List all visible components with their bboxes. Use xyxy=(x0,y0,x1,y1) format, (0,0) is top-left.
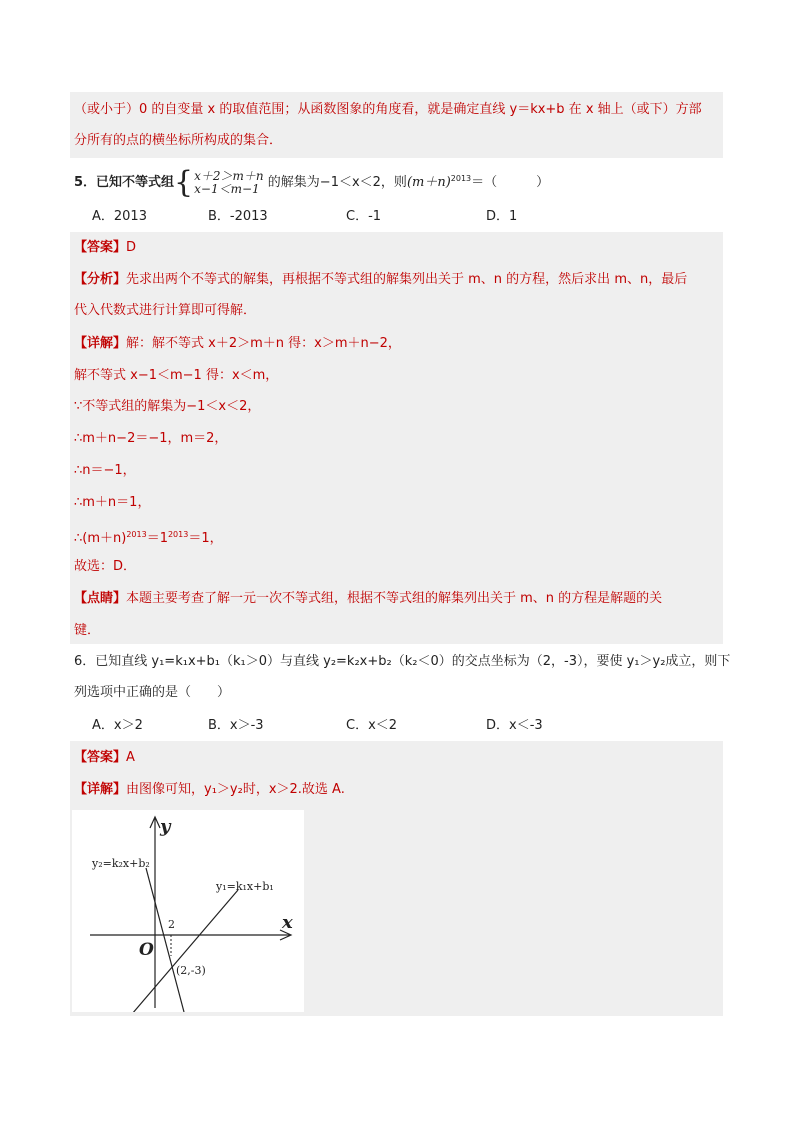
q5-detail-text-1: 解：解不等式 x＋2＞m＋n 得：x＞m＋n−2， xyxy=(126,336,401,351)
q6-graph xyxy=(72,810,304,1012)
q5-detail-7c: ＝1， xyxy=(188,531,223,546)
q5-answer-value: D xyxy=(126,240,137,255)
q5-comment-1 xyxy=(74,589,662,609)
q5-detail-6: ∴m＋n＝1， xyxy=(74,495,151,510)
q5-comment-tag: 【点睛】 xyxy=(74,591,127,606)
q6-stem-2: 列选项中正确的是（ ） xyxy=(74,685,231,700)
origin-label: O xyxy=(139,940,154,960)
line-y1-label: y₁=k₁x+b₁ xyxy=(216,880,274,893)
q5-suffix: ＝（ ） xyxy=(471,175,550,190)
line-y2-label: y₂=k₂x+b₂ xyxy=(92,857,150,870)
q5-comment-2: 键． xyxy=(74,623,101,638)
q5-detail-7b: ＝1 xyxy=(146,531,168,546)
q5-detail-tag: 【详解】 xyxy=(74,336,127,351)
q5-detail-7-exp1: 2013 xyxy=(126,530,147,539)
q5-option-b: B．-2013 xyxy=(208,209,268,224)
q5-detail-1 xyxy=(74,334,401,354)
q5-detail-8: 故选：D． xyxy=(74,559,137,574)
q5-analysis-tag: 【分析】 xyxy=(74,272,127,287)
q6-stem-1: 6．已知直线 y₁=k₁x+b₁（k₁＞0）与直线 y₂=k₂x+b₂（k₂＜0）的交点坐标为（2，-3），要使 y₁＞y₂成立，则下 xyxy=(74,654,731,669)
q5-system xyxy=(194,170,264,196)
q6-option-c: C．x＜2 xyxy=(346,718,398,733)
q6-detail xyxy=(74,780,345,800)
q5-ineq1: x＋2＞m＋n xyxy=(194,168,264,183)
q6-detail-text: 由图像可知，y₁＞y₂时，x＞2.故选 A. xyxy=(126,782,345,797)
q5-comment-text-1: 本题主要考查了解一元一次不等式组，根据不等式组的解集列出关于 m、n 的方程是解题的关 xyxy=(126,591,663,606)
intersection-label: (2,-3) xyxy=(176,964,206,977)
q5-prefix: 5．已知不等式组 xyxy=(74,175,175,190)
q6-answer xyxy=(74,748,135,768)
q4-tail-line1: （或小于）0 的自变量 x 的取值范围；从函数图象的角度看，就是确定直线 y＝kx+b 在 x 轴上（或下）方部 xyxy=(74,102,702,117)
q6-option-b: B．x＞-3 xyxy=(208,718,264,733)
q5-brace: { xyxy=(174,164,194,200)
q5-analysis-2: 代入代数式进行计算即可得解． xyxy=(74,303,257,318)
q5-option-a: A．2013 xyxy=(92,209,147,224)
q5-mid: 的解集为−1＜x＜2，则 xyxy=(267,175,407,190)
q5-analysis-text-1: 先求出两个不等式的解集，再根据不等式组的解集列出关于 m、n 的方程，然后求出 m、n，最后 xyxy=(126,272,688,287)
q5-exp: 2013 xyxy=(450,174,472,183)
q5-answer xyxy=(74,238,136,258)
q5-detail-4: ∴m＋n−2＝−1，m＝2， xyxy=(74,431,228,446)
tick-2-label: 2 xyxy=(168,918,175,931)
q4-tail-line2: 分所有的点的横坐标所构成的集合． xyxy=(74,133,283,148)
q5-analysis-1 xyxy=(74,270,687,290)
q5-detail-7-exp2: 2013 xyxy=(167,530,189,539)
q5-answer-tag: 【答案】 xyxy=(74,240,127,255)
q6-answer-tag: 【答案】 xyxy=(74,750,127,765)
q5-detail-2: 解不等式 x−1＜m−1 得：x＜m， xyxy=(74,368,279,383)
q5-detail-7a: ∴(m＋n) xyxy=(74,531,127,546)
x-axis-label: x xyxy=(282,912,293,933)
q5-ineq2: x−1＜m−1 xyxy=(194,181,260,196)
y-axis-label: y xyxy=(160,816,171,837)
q5-stem xyxy=(74,164,549,198)
q5-option-d: D．1 xyxy=(486,209,518,224)
q6-option-a: A．x＞2 xyxy=(92,718,143,733)
q6-detail-tag: 【详解】 xyxy=(74,782,127,797)
q5-detail-5: ∴n＝−1， xyxy=(74,463,136,478)
q5-detail-3: ∵不等式组的解集为−1＜x＜2， xyxy=(74,399,261,414)
q5-expr: (m＋n) xyxy=(406,175,451,190)
q5-detail-7 xyxy=(74,525,223,549)
q6-option-d: D．x＜-3 xyxy=(486,718,543,733)
q5-option-c: C．-1 xyxy=(346,209,382,224)
q6-answer-value: A xyxy=(126,750,135,765)
